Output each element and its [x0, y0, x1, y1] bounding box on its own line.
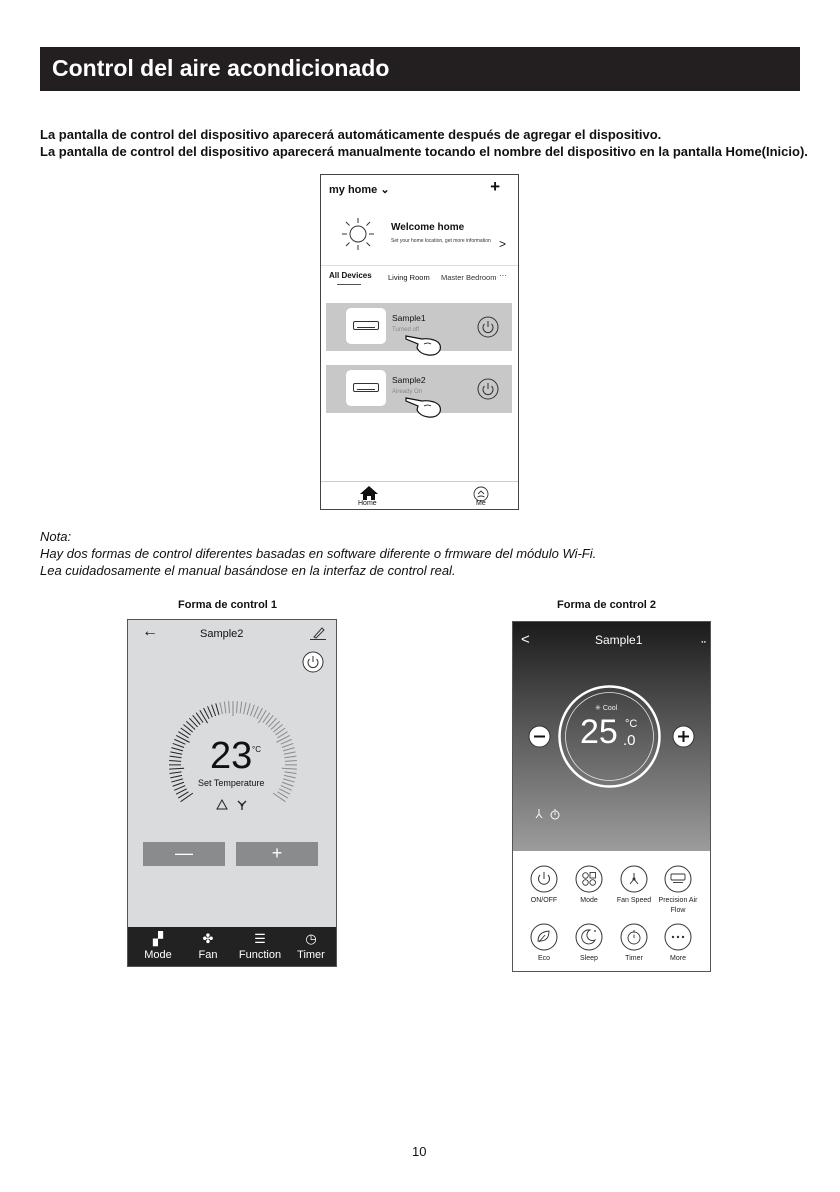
dial-tick: [170, 772, 182, 774]
home-screen-phone: [320, 174, 519, 510]
caption-control-1: Forma de control 1: [178, 599, 278, 611]
divider: [321, 265, 519, 266]
sun-icon: [341, 217, 375, 251]
device-card-sample1[interactable]: [326, 303, 512, 351]
device-name[interactable]: Sample2: [392, 375, 426, 385]
dial-tick: [244, 702, 246, 714]
fan-icon: ✤: [202, 931, 214, 946]
pointing-hand-icon: [404, 330, 444, 358]
dial-tick: [250, 705, 254, 716]
dial-tick: [220, 702, 222, 714]
home-icon[interactable]: [359, 485, 379, 501]
page-header: [40, 47, 800, 91]
dial-tick: [254, 706, 259, 717]
power-icon[interactable]: [477, 378, 499, 400]
control-form-1-phone: [127, 619, 337, 967]
chevron-down-icon: ⌄: [380, 184, 390, 196]
back-arrow-icon[interactable]: ←: [142, 623, 158, 640]
dial-tick: [258, 710, 266, 723]
dial-tick: [170, 775, 182, 777]
dial-tick: [229, 701, 230, 713]
dial-tick: [171, 779, 183, 782]
dial-tick: [281, 786, 292, 791]
tab-mode[interactable]: ▞ Mode: [132, 927, 184, 962]
dial-tick: [173, 743, 184, 747]
active-tab-indicator: [337, 284, 361, 285]
fan-timer-status-icons: [533, 807, 565, 821]
timer-icon: ◷: [305, 931, 317, 946]
temperature-panel: [513, 622, 711, 851]
nav-me-label[interactable]: Me: [476, 500, 486, 507]
dial-tick: [284, 756, 296, 758]
temperature-value: 23: [210, 735, 253, 777]
fan-icon: [620, 865, 648, 893]
dial-tick: [173, 782, 184, 786]
note-line-1: Hay dos formas de control diferentes basadas en software diferente o frmware del módulo Wi-Fi.: [40, 546, 597, 561]
note: [40, 528, 596, 579]
dial-tick: [174, 739, 185, 744]
device-status: Already On: [392, 389, 423, 395]
dial-tick: [282, 768, 297, 769]
dial-tick: [170, 756, 182, 758]
dial-tick: [240, 702, 242, 714]
home-selector[interactable]: my home ⌄: [329, 184, 390, 196]
caption-control-2: Forma de control 2: [557, 599, 657, 611]
snowflake-icon: ✳: [595, 705, 601, 712]
dial-tick: [200, 710, 208, 723]
device-title: Sample2: [200, 628, 244, 640]
note-line-2: Lea cuidadosamente el manual basándose en la interfaz de control real.: [40, 563, 456, 578]
control-fan-speed[interactable]: Fan Speed: [609, 865, 659, 906]
tab-living-room[interactable]: Living Room: [388, 273, 430, 282]
control-sleep[interactable]: Sleep: [564, 923, 614, 964]
control-timer[interactable]: Timer: [609, 923, 659, 964]
tab-function[interactable]: ☰ Function: [234, 927, 286, 962]
dial-tick: [170, 752, 182, 754]
control-precision-air-flow[interactable]: Precision Air Flow: [653, 865, 703, 916]
device-name[interactable]: Sample1: [392, 313, 426, 323]
dial-tick: [284, 752, 296, 754]
control-more[interactable]: More: [653, 923, 703, 964]
dial-tick: [283, 779, 295, 782]
tab-all-devices[interactable]: All Devices: [329, 271, 372, 280]
tab-timer[interactable]: ◷ Timer: [285, 927, 337, 962]
welcome-subtitle: Set your home location, get more information: [391, 238, 491, 244]
device-title: Sample1: [595, 633, 643, 647]
control-grid: [513, 851, 711, 972]
temperature-integer: 25: [580, 713, 618, 751]
tab-fan[interactable]: ✤ Fan: [182, 927, 234, 962]
dial-tick: [284, 775, 296, 777]
dial-tick: [247, 703, 250, 715]
nav-home-label[interactable]: Home: [358, 500, 377, 507]
edit-icon[interactable]: [310, 626, 326, 640]
decrease-temperature-button[interactable]: —: [143, 842, 225, 866]
plus-button[interactable]: [672, 725, 695, 748]
dial-tick: [281, 739, 292, 744]
dial-tick: [208, 706, 213, 717]
welcome-title: Welcome home: [391, 222, 465, 233]
pointing-hand-icon: [404, 392, 444, 420]
dial-tick: [212, 705, 216, 716]
dial-tick: [169, 760, 181, 761]
control-onoff[interactable]: ON/OFF: [519, 865, 569, 906]
dial-tick: [282, 782, 293, 786]
mode-status-icons: [215, 798, 255, 812]
divider: [321, 481, 519, 482]
air-conditioner-icon: [346, 370, 386, 406]
dial-tick: [282, 743, 293, 747]
page-number: 10: [412, 1144, 427, 1159]
intro-text: [40, 126, 810, 160]
dial-tick: [181, 793, 193, 802]
device-status: Turned off: [392, 327, 420, 333]
leaf-icon: [530, 923, 558, 951]
temperature-unit: °C: [252, 745, 261, 754]
mode-icon: ▞: [153, 931, 163, 946]
back-icon[interactable]: <: [521, 631, 530, 648]
note-label: Nota:: [40, 529, 72, 544]
dial-tick: [171, 748, 183, 751]
dial-tick: [285, 760, 297, 761]
dial-tick: [216, 703, 219, 715]
more-tabs-icon[interactable]: ···: [499, 271, 507, 280]
power-icon[interactable]: [477, 316, 499, 338]
control-eco[interactable]: Eco: [519, 923, 569, 964]
temperature-decimal: .0: [623, 732, 636, 749]
dial-tick: [285, 772, 297, 774]
intro-line-2: La pantalla de control del dispositivo aparecerá manualmente tocando el nombre del dispositivo en la pantalla Home(Inicio).: [40, 144, 808, 159]
timer-icon: [620, 923, 648, 951]
tab-master-bedroom[interactable]: Master Bedroom: [441, 273, 497, 282]
air-flow-icon: [664, 865, 692, 893]
control-mode[interactable]: Mode: [564, 865, 614, 906]
status-indicator: ●●: [701, 639, 706, 644]
dial-tick: [273, 793, 285, 802]
power-icon[interactable]: [302, 651, 324, 673]
temperature-unit: °C: [625, 718, 638, 730]
add-device-button[interactable]: +: [490, 177, 500, 196]
power-icon: [530, 865, 558, 893]
more-icon: [664, 923, 692, 951]
increase-temperature-button[interactable]: +: [236, 842, 318, 866]
mode-icon: [575, 865, 603, 893]
bottom-tab-bar: [128, 927, 337, 967]
chevron-right-icon[interactable]: >: [498, 237, 506, 251]
page-title: Control del aire acondicionado: [52, 55, 390, 81]
dial-tick: [169, 768, 184, 769]
set-temperature-label: Set Temperature: [198, 778, 265, 788]
dial-tick: [237, 701, 238, 713]
air-conditioner-icon: [346, 308, 386, 344]
intro-line-1: La pantalla de control del dispositivo aparecerá automáticamente después de agregar el dispositivo.: [40, 127, 662, 142]
mode-label: ✳ Cool: [595, 705, 618, 712]
minus-button[interactable]: [528, 725, 551, 748]
menu-icon: ☰: [254, 931, 266, 946]
dial-tick: [224, 702, 226, 714]
control-form-2-phone: [512, 621, 711, 972]
dial-tick: [283, 748, 295, 751]
moon-icon: [575, 923, 603, 951]
device-card-sample2[interactable]: [326, 365, 512, 413]
dial-tick: [174, 786, 185, 791]
